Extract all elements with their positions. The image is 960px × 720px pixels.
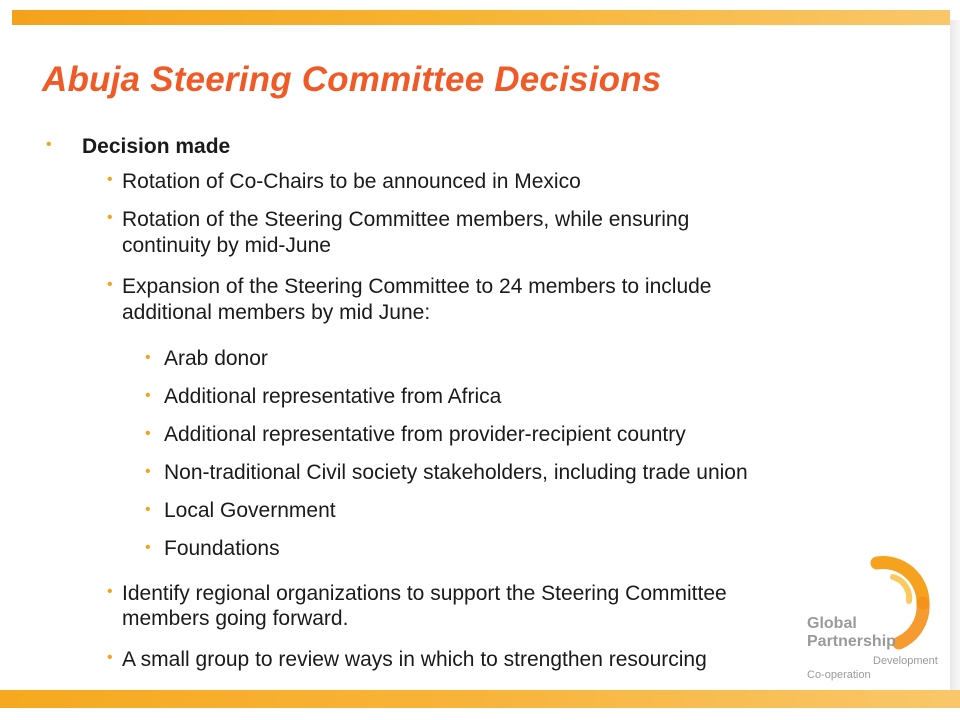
bullet-text-level3: Local Government [164, 499, 336, 522]
bullet-text-level2: A small group to review ways in which to strengthen resourcing [122, 648, 707, 671]
bullet-icon: • [107, 209, 113, 226]
bullet-icon: • [145, 425, 151, 442]
slide-title: Abuja Steering Committee Decisions [42, 60, 662, 99]
bullet-icon: • [145, 539, 151, 556]
logo-text-development: Development [873, 655, 938, 667]
logo-text-global: Global [807, 615, 857, 632]
bullet-icon: • [107, 171, 113, 188]
bullet-text-level2-cont: continuity by mid-June [122, 234, 331, 257]
bullet-text-level2-cont: additional members by mid June: [122, 301, 431, 324]
bullet-text-level3: Additional representative from Africa [164, 385, 502, 408]
bullet-text-level2: Rotation of Co-Chairs to be announced in Mexico [122, 170, 581, 193]
bullet-text-level3: Arab donor [164, 347, 268, 370]
bullet-text-level3: Foundations [164, 537, 280, 560]
bullet-text-level2-cont: members going forward. [122, 607, 349, 630]
bullet-text-level2: Rotation of the Steering Committee members, while ensuring [122, 208, 690, 231]
bullet-text-level2: Identify regional organizations to support the Steering Committee [122, 582, 727, 605]
logo-text-partnership: Partnership [807, 633, 896, 650]
bullet-icon: • [145, 463, 151, 480]
bullet-text-level3: Non-traditional Civil society stakeholders, including trade union [164, 461, 748, 484]
global-partnership-logo [795, 555, 938, 685]
bullet-icon: • [145, 387, 151, 404]
bottom-accent-bar [0, 690, 960, 708]
bullet-icon: • [107, 649, 113, 666]
bullet-icon: • [145, 501, 151, 518]
bullet-text-level1: Decision made [82, 135, 231, 158]
logo-text-cooperation: Co-operation [807, 669, 871, 681]
bullet-icon: • [46, 136, 52, 153]
bullet-icon: • [107, 276, 113, 293]
bullet-icon: • [107, 583, 113, 600]
bullet-text-level2: Expansion of the Steering Committee to 24 members to include [122, 275, 712, 298]
bullet-text-level3: Additional representative from provider-recipient country [164, 423, 686, 446]
bullet-icon: • [145, 349, 151, 366]
